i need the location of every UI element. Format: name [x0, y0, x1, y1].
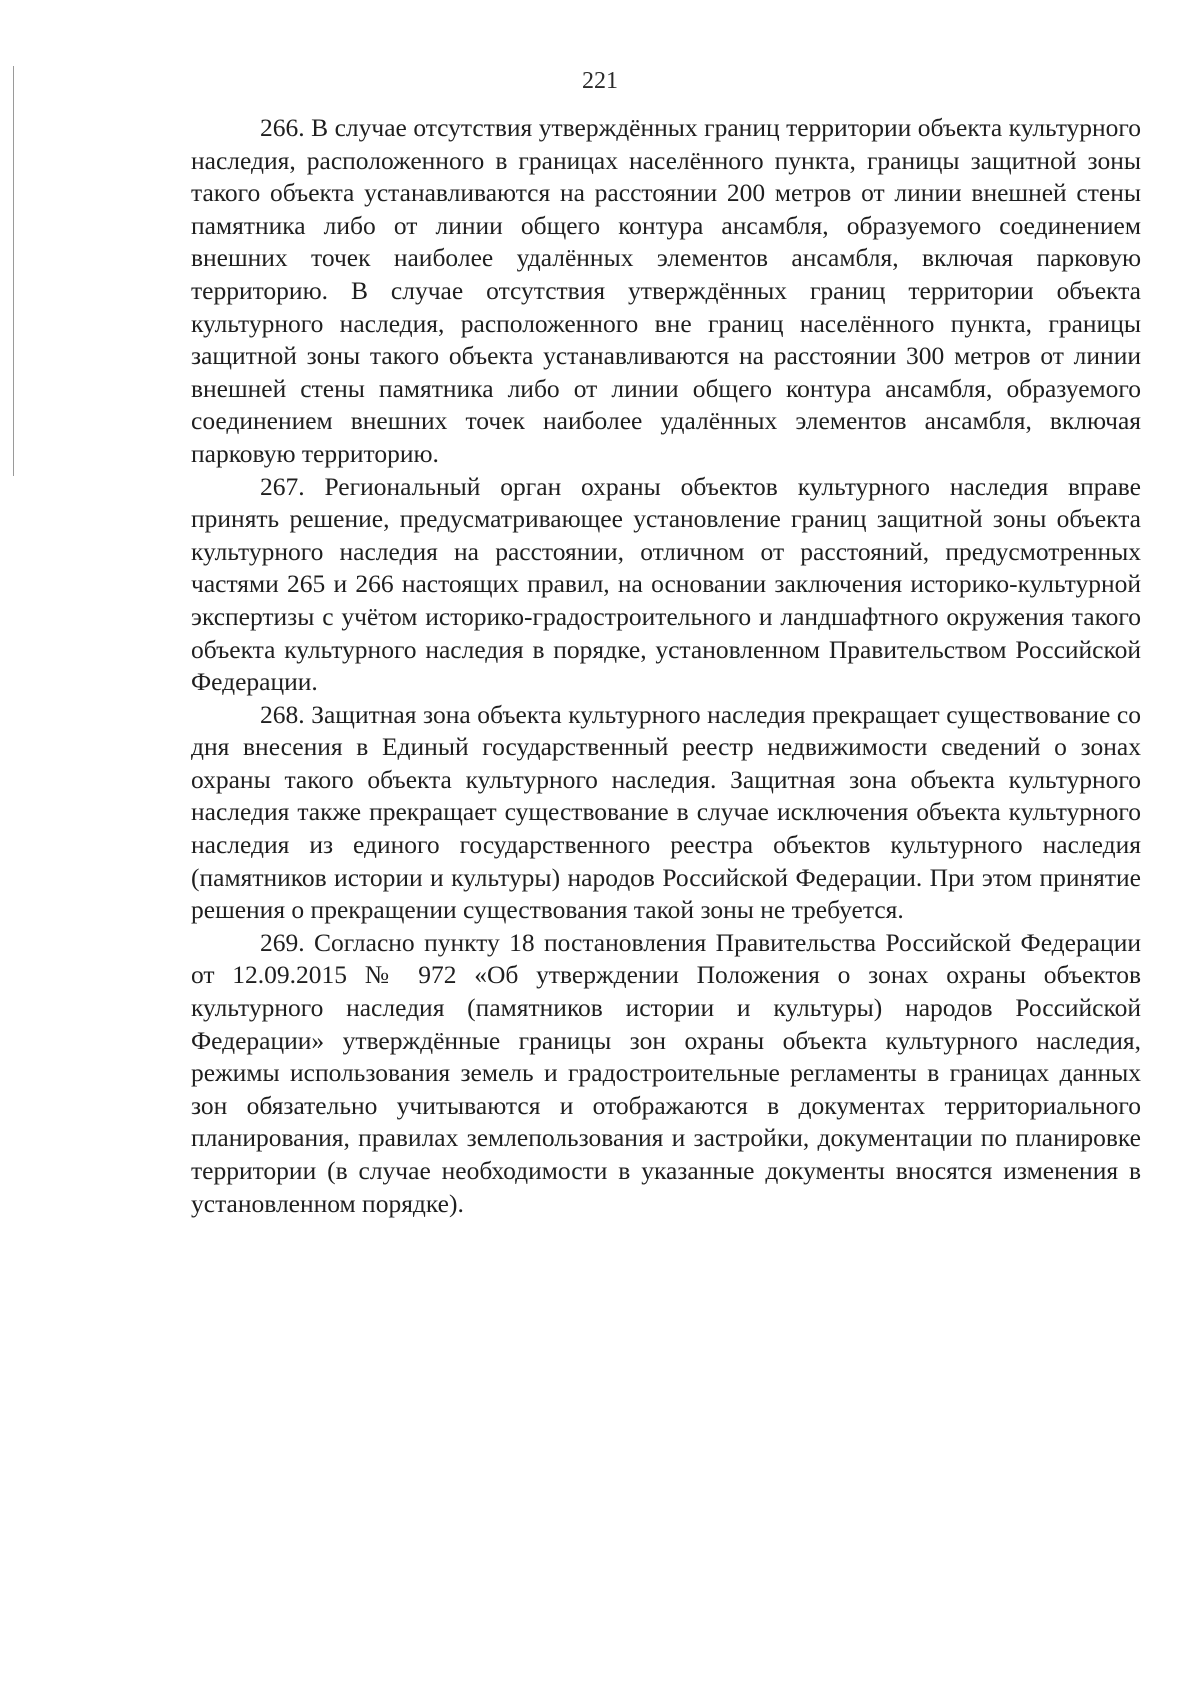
- document-body: [191, 112, 1141, 1220]
- paragraph-269: 269. Согласно пункту 18 постановления Правительства Российской Федерации от 12.09.2015 № 972 «Об утверждении Положения о зонах охраны объектов культурного наследия (памятников истории и культуры) народов Российской Федерации» утверждённые границы зон охраны объекта культурного наследия, режимы использования земель и градостроительные регламенты в границах данных зон обязательно учитываются и отображаются в документах территориального планирования, правилах землепользования и застройки, документации по планировке территории (в случае необходимости в указанные документы вносятся изменения в установленном порядке).: [191, 927, 1141, 1218]
- scan-edge-line: [13, 66, 14, 476]
- page-number: 221: [582, 68, 618, 94]
- paragraph-267: 267. Региональный орган охраны объектов культурного наследия вправе принять решение, предусматривающее установление границ защитной зоны объекта культурного наследия на расстоянии, отличном от расстояний, предусмотренных частями 265 и 266 настоящих правил, на основании заключения историко-культурной экспертизы с учётом историко-градостроительного и ландшафтного окружения такого объекта культурного наследия в порядке, установленном Правительством Российской Федерации.: [191, 471, 1141, 697]
- paragraph-268: 268. Защитная зона объекта культурного наследия прекращает существование со дня внесения в Единый государственный реестр недвижимости сведений о зонах охраны такого объекта культурного наследия. Защитная зона объекта культурного наследия также прекращает существование в случае исключения объекта культурного наследия из единого государственного реестра объектов культурного наследия (памятников истории и культуры) народов Российской Федерации. При этом принятие решения о прекращении существования такой зоны не требуется.: [191, 699, 1141, 925]
- paragraph-266: 266. В случае отсутствия утверждённых границ территории объекта культурного наследия, расположенного в границах населённого пункта, границы защитной зоны такого объекта устанавливаются на расстоянии 200 метров от линии внешней стены памятника либо от линии общего контура ансамбля, образуемого соединением внешних точек наиболее удалённых элементов ансамбля, включая парковую территорию. В случае отсутствия утверждённых границ территории объекта культурного наследия, расположенного вне границ населённого пункта, границы защитной зоны такого объекта устанавливаются на расстоянии 300 метров от линии внешней стены памятника либо от линии общего контура ансамбля, образуемого соединением внешних точек наиболее удалённых элементов ансамбля, включая парковую территорию.: [191, 113, 1141, 468]
